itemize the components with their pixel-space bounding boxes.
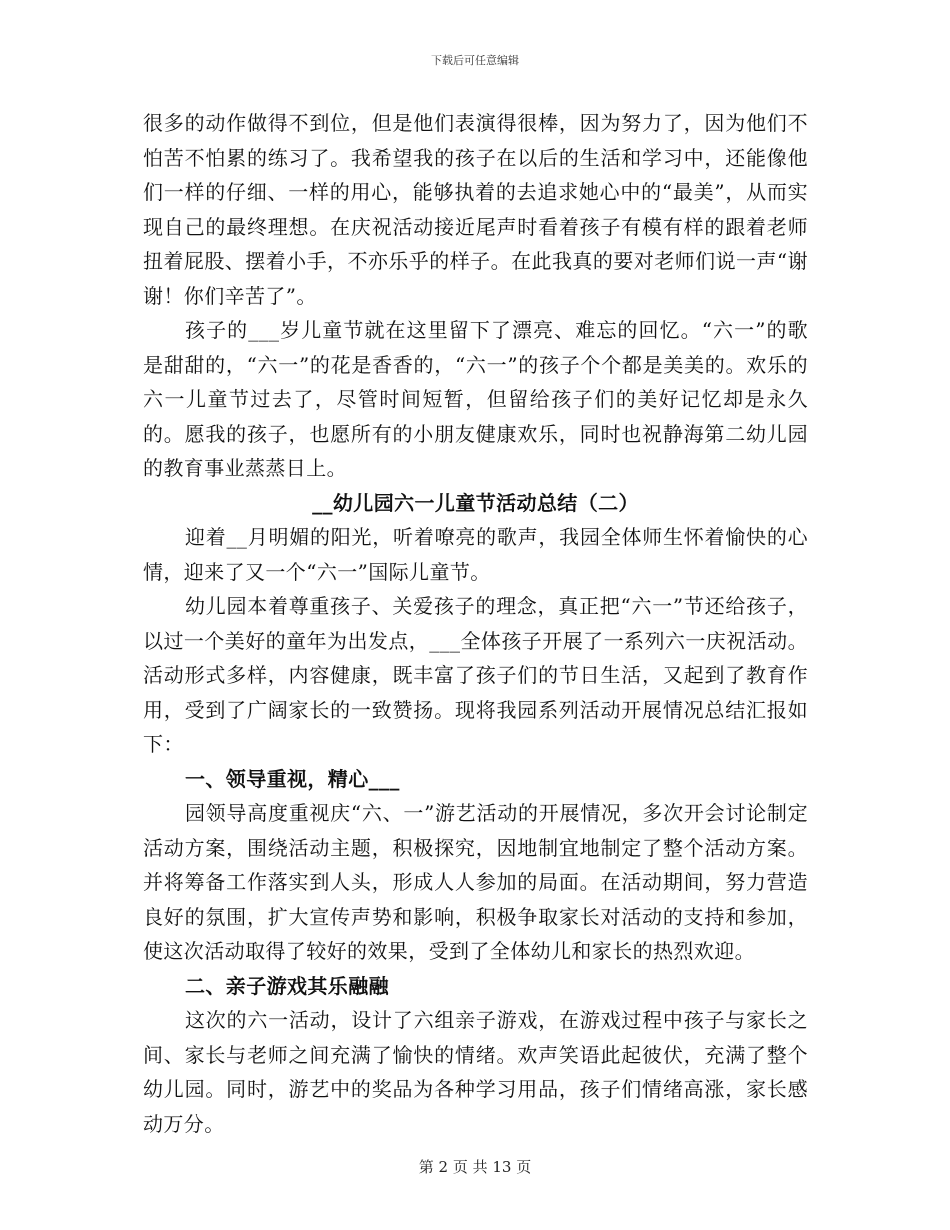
section-title: __幼儿园六一儿童节活动总结（二） <box>312 490 639 515</box>
subheading-parent-child-games: 二、亲子游戏其乐融融 <box>185 973 389 998</box>
paragraph-overview: 幼儿园本着尊重孩子、关爱孩子的理念，真正把“六一”节还给孩子，以过一个美好的童年为出发点，___全体孩子开展了一系列六一庆祝活动。活动形式多样，内容健康，既丰富了孩子们的节日生活，又起到了教育作用，受到了广阔家长的一致赞扬。现将我园系列活动开展情况总结汇报如下： <box>143 594 808 756</box>
paragraph-parent-child-games: 这次的六一活动，设计了六组亲子游戏，在游戏过程中孩子与家长之间、家长与老师之间充满了愉快的情绪。欢声笑语此起彼伏，充满了整个幼儿园。同时，游艺中的奖品为各种学习用品，孩子们情绪高涨，家长感动万分。 <box>143 1008 808 1136</box>
document-body <box>143 106 808 1141</box>
page-header-note: 下载后可任意编辑 <box>431 54 519 67</box>
paragraph-intro: 迎着__月明媚的阳光，听着嘹亮的歌声，我园全体师生怀着愉快的心情，迎来了又一个“六一”国际儿童节。 <box>143 525 808 584</box>
subheading-leadership: 一、领导重视，精心___ <box>185 766 400 791</box>
paragraph-memory: 孩子的___岁儿童节就在这里留下了漂亮、难忘的回忆。“六一”的歌是甜甜的，“六一”的花是香香的，“六一”的孩子个个都是美美的。欢乐的六一儿童节过去了，尽管时间短暂，但留给孩子们的美好记忆却是永久的。愿我的孩子，也愿所有的小朋友健康欢乐，同时也祝静海第二幼儿园的教育事业蒸蒸日上。 <box>143 318 808 480</box>
page-number: 第 2 页 共 13 页 <box>418 1158 532 1176</box>
paragraph-leadership: 园领导高度重视庆“六、一”游艺活动的开展情况，多次开会讨论制定活动方案，围绕活动主题，积极探究，因地制宜地制定了整个活动方案。并将筹备工作落实到人头，形成人人参加的局面。在活动期间，努力营造良好的氛围，扩大宣传声势和影响，积极争取家长对活动的支持和参加，使这次活动取得了较好的效果，受到了全体幼儿和家长的热烈欢迎。 <box>143 801 808 963</box>
paragraph-continuation: 很多的动作做得不到位，但是他们表演得很棒，因为努力了，因为他们不怕苦不怕累的练习了。我希望我的孩子在以后的生活和学习中，还能像他们一样的仔细、一样的用心，能够执着的去追求她心中的“最美”，从而实现自己的最终理想。在庆祝活动接近尾声时看着孩子有模有样的跟着老师扭着屁股、摆着小手，不亦乐乎的样子。在此我真的要对老师们说一声“谢谢！你们辛苦了”。 <box>143 111 808 308</box>
